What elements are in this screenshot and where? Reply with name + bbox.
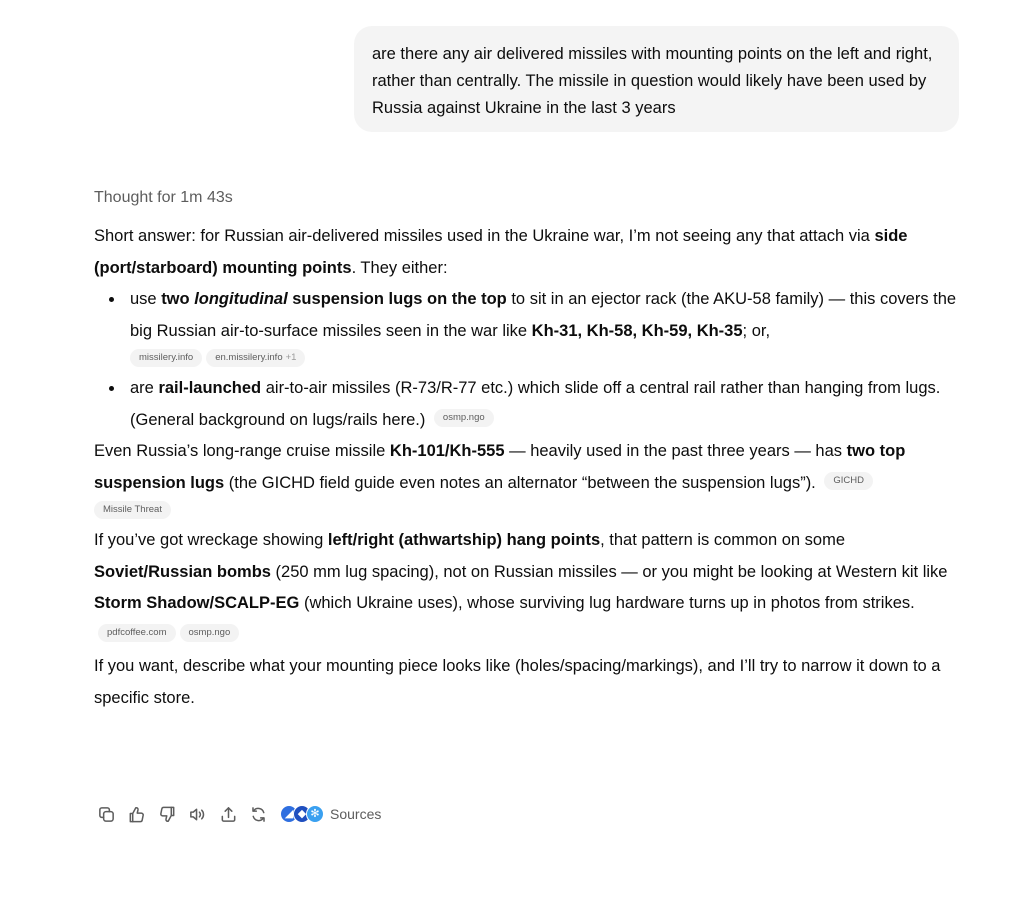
source-favicon-icon: ◆	[293, 805, 311, 823]
thumbs-down-button[interactable]	[155, 802, 179, 826]
text: air-to-air missiles (R-73/R-77 etc.) which slide off a central rail rather than hanging from lugs. (General background on lugs/rails here.)	[130, 379, 941, 429]
thumbs-down-icon	[158, 805, 177, 824]
copy-icon	[97, 805, 116, 824]
user-message-text: are there any air delivered missiles with mounting points on the left and right, rather than centrally. The missile in question would likely have been used by Russia against Ukraine in the last 3 years	[372, 45, 933, 117]
citation-row	[94, 499, 964, 525]
source-favicons	[280, 805, 319, 823]
regenerate-button[interactable]	[247, 802, 271, 826]
text: (250 mm lug spacing), not on Russian missiles — or you might be looking at Western kit like	[270, 562, 948, 581]
thought-label: Thought for 1m 43s	[94, 189, 233, 206]
bold-text: side (port/starboard) mounting points	[94, 227, 908, 277]
sources-button[interactable]	[280, 805, 381, 823]
text: ; or,	[742, 321, 771, 340]
thought-duration-toggle[interactable]	[94, 186, 233, 210]
thumbs-up-icon	[127, 805, 146, 824]
list-item	[94, 284, 964, 373]
answer-paragraph-2	[94, 436, 964, 525]
bold-italic-text: longitudinal	[194, 290, 288, 308]
thumbs-up-button[interactable]	[125, 802, 149, 826]
bold-text: rail-launched	[158, 379, 262, 397]
bold-text: Storm Shadow/SCALP-EG	[94, 594, 300, 612]
answer-paragraph-4	[94, 651, 964, 714]
bold-text: two top suspension lugs	[94, 442, 906, 492]
copy-button[interactable]	[94, 802, 118, 826]
citation-pill[interactable]: missilery.info	[130, 349, 202, 367]
text: (the GICHD field guide even notes an alternator “between the suspension lugs”).	[224, 473, 816, 492]
assistant-response	[94, 221, 964, 714]
text: use	[130, 290, 162, 308]
regenerate-icon	[249, 805, 268, 824]
citation-pill[interactable]: osmp.ngo	[434, 409, 494, 427]
read-aloud-button[interactable]	[186, 802, 210, 826]
citation-pill[interactable]: osmp.ngo	[180, 624, 240, 642]
text: to sit in an ejector rack (the AKU-58 family) — this covers the big Russian air-to-surface missiles seen in the war like	[130, 290, 957, 340]
text: Even Russia’s long-range cruise missile	[94, 442, 390, 460]
text: If you want, describe what your mounting piece looks like (holes/spacing/markings), and I’ll try to narrow it down to a specific store.	[94, 657, 941, 707]
answer-paragraph-1	[94, 221, 964, 284]
source-favicon-icon: ◢	[280, 805, 298, 823]
bold-text: Soviet/Russian bombs	[94, 562, 271, 581]
citation-pill[interactable]: pdfcoffee.com	[98, 624, 176, 642]
user-message-bubble	[354, 26, 959, 132]
text: , that pattern is common on some	[600, 531, 845, 549]
text: (which Ukraine uses), whose surviving lug hardware turns up in photos from strikes.	[299, 594, 915, 612]
bold-text: left/right (athwartship) hang points	[327, 531, 601, 549]
share-button[interactable]	[216, 802, 240, 826]
sources-label: Sources	[330, 806, 382, 822]
citation-label: en.missilery.info	[215, 351, 283, 363]
citation-pill[interactable]: Missile Threat	[94, 501, 171, 519]
bold-text: suspension lugs on the top	[287, 290, 507, 308]
answer-bullet-list	[94, 284, 964, 436]
read-aloud-icon	[188, 805, 207, 824]
answer-paragraph-3	[94, 525, 964, 651]
response-action-bar	[94, 802, 381, 826]
citation-more-count: +1	[285, 351, 297, 363]
text: . They either:	[351, 258, 448, 277]
text: are	[130, 379, 159, 397]
share-icon	[219, 805, 238, 824]
citation-pill[interactable]: GICHD	[824, 472, 873, 490]
list-item	[94, 373, 964, 436]
text: Short answer: for Russian air-delivered missiles used in the Ukraine war, I’m not seeing any that attach via	[94, 227, 875, 245]
bold-text: Kh-101/Kh-555	[389, 442, 505, 460]
source-favicon-icon: ✻	[306, 805, 324, 823]
bold-text: Kh-31, Kh-58, Kh-59, Kh-35	[531, 321, 743, 340]
text: If you’ve got wreckage showing	[94, 531, 328, 549]
bold-text: two	[161, 290, 195, 308]
citation-pill-group[interactable]	[206, 349, 305, 367]
text: — heavily used in the past three years — has	[504, 442, 847, 460]
citation-row	[130, 347, 964, 373]
